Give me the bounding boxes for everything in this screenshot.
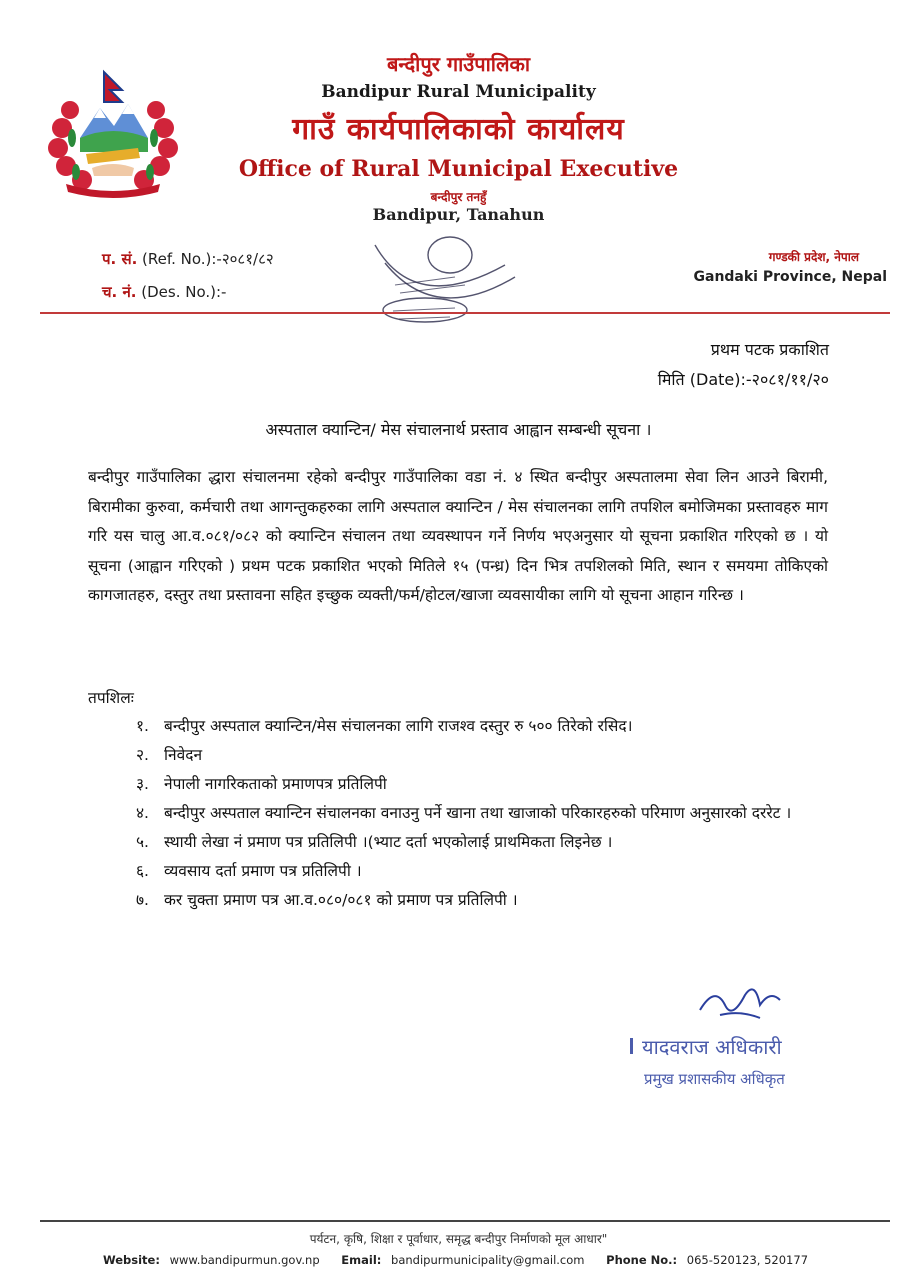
municipality-name-en: Bandipur Rural Municipality xyxy=(321,82,596,102)
office-stamp-icon xyxy=(355,215,535,340)
signature-stamp-icon xyxy=(620,980,830,1100)
footer-website: Website: www.bandipurmun.gov.np xyxy=(102,1253,320,1267)
dispatch-number xyxy=(102,282,226,302)
municipality-name-np: बन्दीपुर गाउँपालिका xyxy=(386,52,531,76)
reference-number xyxy=(102,249,274,269)
required-documents-list xyxy=(136,712,836,915)
item-number: २. xyxy=(136,746,149,764)
office-name-en: Office of Rural Municipal Executive xyxy=(238,156,679,182)
signatory-name: यादवराज अधिकारी xyxy=(642,1035,782,1059)
item-number: ४. xyxy=(136,804,149,822)
province-en: Gandaki Province, Nepal xyxy=(693,269,887,285)
list-item xyxy=(136,712,836,741)
first-published-label: प्रथम पटक प्रकाशित xyxy=(710,340,829,359)
list-item xyxy=(136,828,836,857)
signatory-title: प्रमुख प्रशासकीय अधिकृत xyxy=(644,1070,785,1088)
notice-date: मिति (Date):-२०८१/११/२० xyxy=(657,370,829,389)
footer-email: Email: bandipurmunicipality@gmail.com xyxy=(341,1253,585,1267)
des-label: च. नं. xyxy=(102,283,137,301)
province-np: गण्डकी प्रदेश, नेपाल xyxy=(768,250,859,264)
des-value: (Des. No.):- xyxy=(136,283,227,301)
list-item xyxy=(136,799,836,828)
item-text: स्थायी लेखा नं प्रमाण पत्र प्रतिलिपी ।(भ्याट दर्ता भएकोलाई प्राथमिकता लिइनेछ । xyxy=(164,833,613,851)
phone-number: 065-520123, 520177 xyxy=(686,1253,809,1267)
footer-slogan: पर्यटन, कृषि, शिक्षा र पूर्वाधार, समृद्ध बन्दीपुर निर्माणको मूल आधार" xyxy=(309,1232,608,1246)
item-text: नेपाली नागरिकताको प्रमाणपत्र प्रतिलिपी xyxy=(164,775,387,793)
footer-contacts xyxy=(0,1253,917,1267)
item-text: व्यवसाय दर्ता प्रमाण पत्र प्रतिलिपी । xyxy=(164,862,362,880)
footer-phone: Phone No.: 065-520123, 520177 xyxy=(606,1253,809,1267)
notice-paragraph: बन्दीपुर गाउँपालिका द्धारा संचालनमा रहेको बन्दीपुर गाउँपालिका वडा नं. ४ स्थित बन्दीपुर अस्पतालमा सेवा लिन आउने बिरामी, बिरामीका कुरुवा, कर्मचारी तथा आगन्तुकहरुका लागि अस्पताल क्यान्टिन / मेस संचालनका लागि तपशिल बमोजिमका प्रस्तावहरु माग गरि यस चालु आ.व.०८१/०८२ को क्यान्टिन संचालन तथा व्यवस्थापन गर्ने निर्णय भएअनुसार यो सूचना प्रकाशित गरिएको छ । यो सूचना (आह्वान गरिएको ) प्रथम पटक प्रकाशित भएको मितिले १५ (पन्ध्र) दिन भित्र तपशिलको मिति, स्थान र समयमा तोकिएको कागजातहरु, दस्तुर तथा प्रस्तावना सहित इच्छुक व्यक्ती/फर्म/होटल/खाजा व्यवसायीका लागि यो सूचना आहान गरिन्छ । xyxy=(88,468,828,604)
item-text: निवेदन xyxy=(164,746,203,764)
item-text: बन्दीपुर अस्पताल क्यान्टिन/मेस संचालनका लागि राजश्व दस्तुर रु ५०० तिरेको रसिद। xyxy=(164,717,633,735)
schedule-label: तपशिलः xyxy=(88,689,134,707)
footer-divider xyxy=(40,1220,890,1222)
item-number: ७. xyxy=(136,891,149,909)
item-number: ३. xyxy=(136,775,149,793)
list-item xyxy=(136,770,836,799)
header-divider xyxy=(40,312,890,314)
place-np: बन्दीपुर तनहुँ xyxy=(430,190,487,204)
place-en: Bandipur, Tanahun xyxy=(372,205,545,224)
item-number: ६. xyxy=(136,862,149,880)
item-text: कर चुक्ता प्रमाण पत्र आ.व.०८०/०८१ को प्रमाण पत्र प्रतिलिपी । xyxy=(164,891,518,909)
email-link[interactable]: bandipurmunicipality@gmail.com xyxy=(391,1253,585,1267)
item-number: ५. xyxy=(136,833,149,851)
item-text: बन्दीपुर अस्पताल क्यान्टिन संचालनका वनाउनु पर्ने खाना तथा खाजाको परिकारहरुको परिमाण अनुसारको दररेट । xyxy=(164,804,792,822)
list-item xyxy=(136,857,836,886)
notice-subject: अस्पताल क्यान्टिन/ मेस संचालनार्थ प्रस्ताव आह्वान सम्बन्धी सूचना । xyxy=(265,420,652,439)
item-number: १. xyxy=(136,717,149,735)
website-link[interactable]: www.bandipurmun.gov.np xyxy=(169,1253,320,1267)
list-item xyxy=(136,886,836,915)
office-name-np: गाउँ कार्यपालिकाको कार्यालय xyxy=(292,112,625,147)
ref-label: प. सं. xyxy=(102,250,138,268)
ref-value: (Ref. No.):-२०८१/८२ xyxy=(137,250,274,268)
list-item xyxy=(136,741,836,770)
